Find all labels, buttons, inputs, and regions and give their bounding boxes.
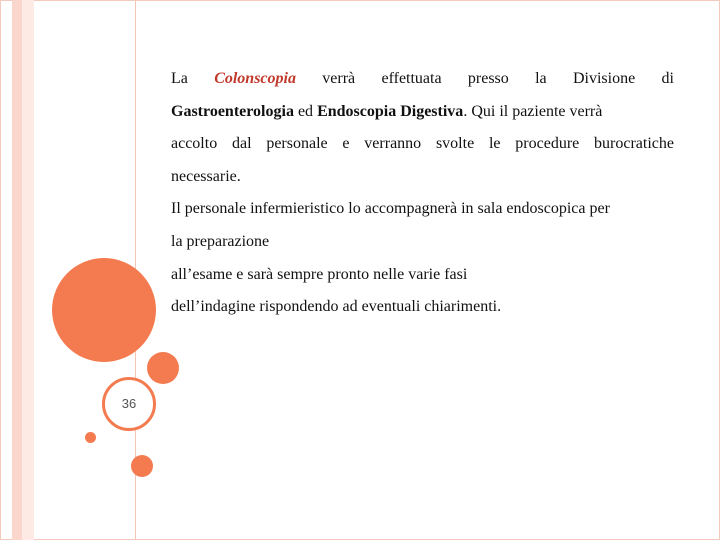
text-span: . Qui il paziente verrà (463, 102, 603, 120)
highlighted-term: Colonscopia (214, 70, 296, 87)
page-number: 36 (121, 396, 137, 411)
left-stripe (12, 0, 22, 540)
paragraph1-line3: accolto dal personale e verranno svolte le procedure burocratiche (171, 135, 674, 153)
paragraph2-line1: Il personale infermieristico lo accompagnerà in sala endoscopica per (171, 200, 610, 218)
paragraph2-line3: all’esame e sarà sempre pronto nelle varie fasi (171, 265, 468, 283)
paragraph2-line4: dell’indagine rispondendo ad eventuali chiarimenti. (171, 298, 502, 316)
text-span: ed (293, 102, 318, 120)
page-number-badge (102, 377, 156, 431)
paragraph2-line2: la preparazione (171, 232, 270, 250)
paragraph1-line4: necessarie. (171, 167, 241, 185)
decorative-circle-bottom (131, 455, 153, 477)
word: di (661, 70, 674, 87)
word: verrà (322, 70, 356, 87)
bold-term: Endoscopia Digestiva (317, 102, 464, 120)
slide-body (171, 63, 674, 324)
decorative-circle-tiny (85, 432, 96, 443)
paragraph1-line2 (171, 96, 674, 129)
word: effettuata (381, 70, 442, 87)
word: presso (467, 70, 509, 87)
word: la (535, 70, 547, 87)
bold-term: Gastroenterologia (171, 102, 294, 120)
paragraph1-line1 (171, 63, 674, 96)
word: La (171, 70, 188, 87)
left-stripe-light (22, 0, 34, 540)
word: Divisione (572, 70, 636, 87)
decorative-circle-large (52, 258, 156, 362)
